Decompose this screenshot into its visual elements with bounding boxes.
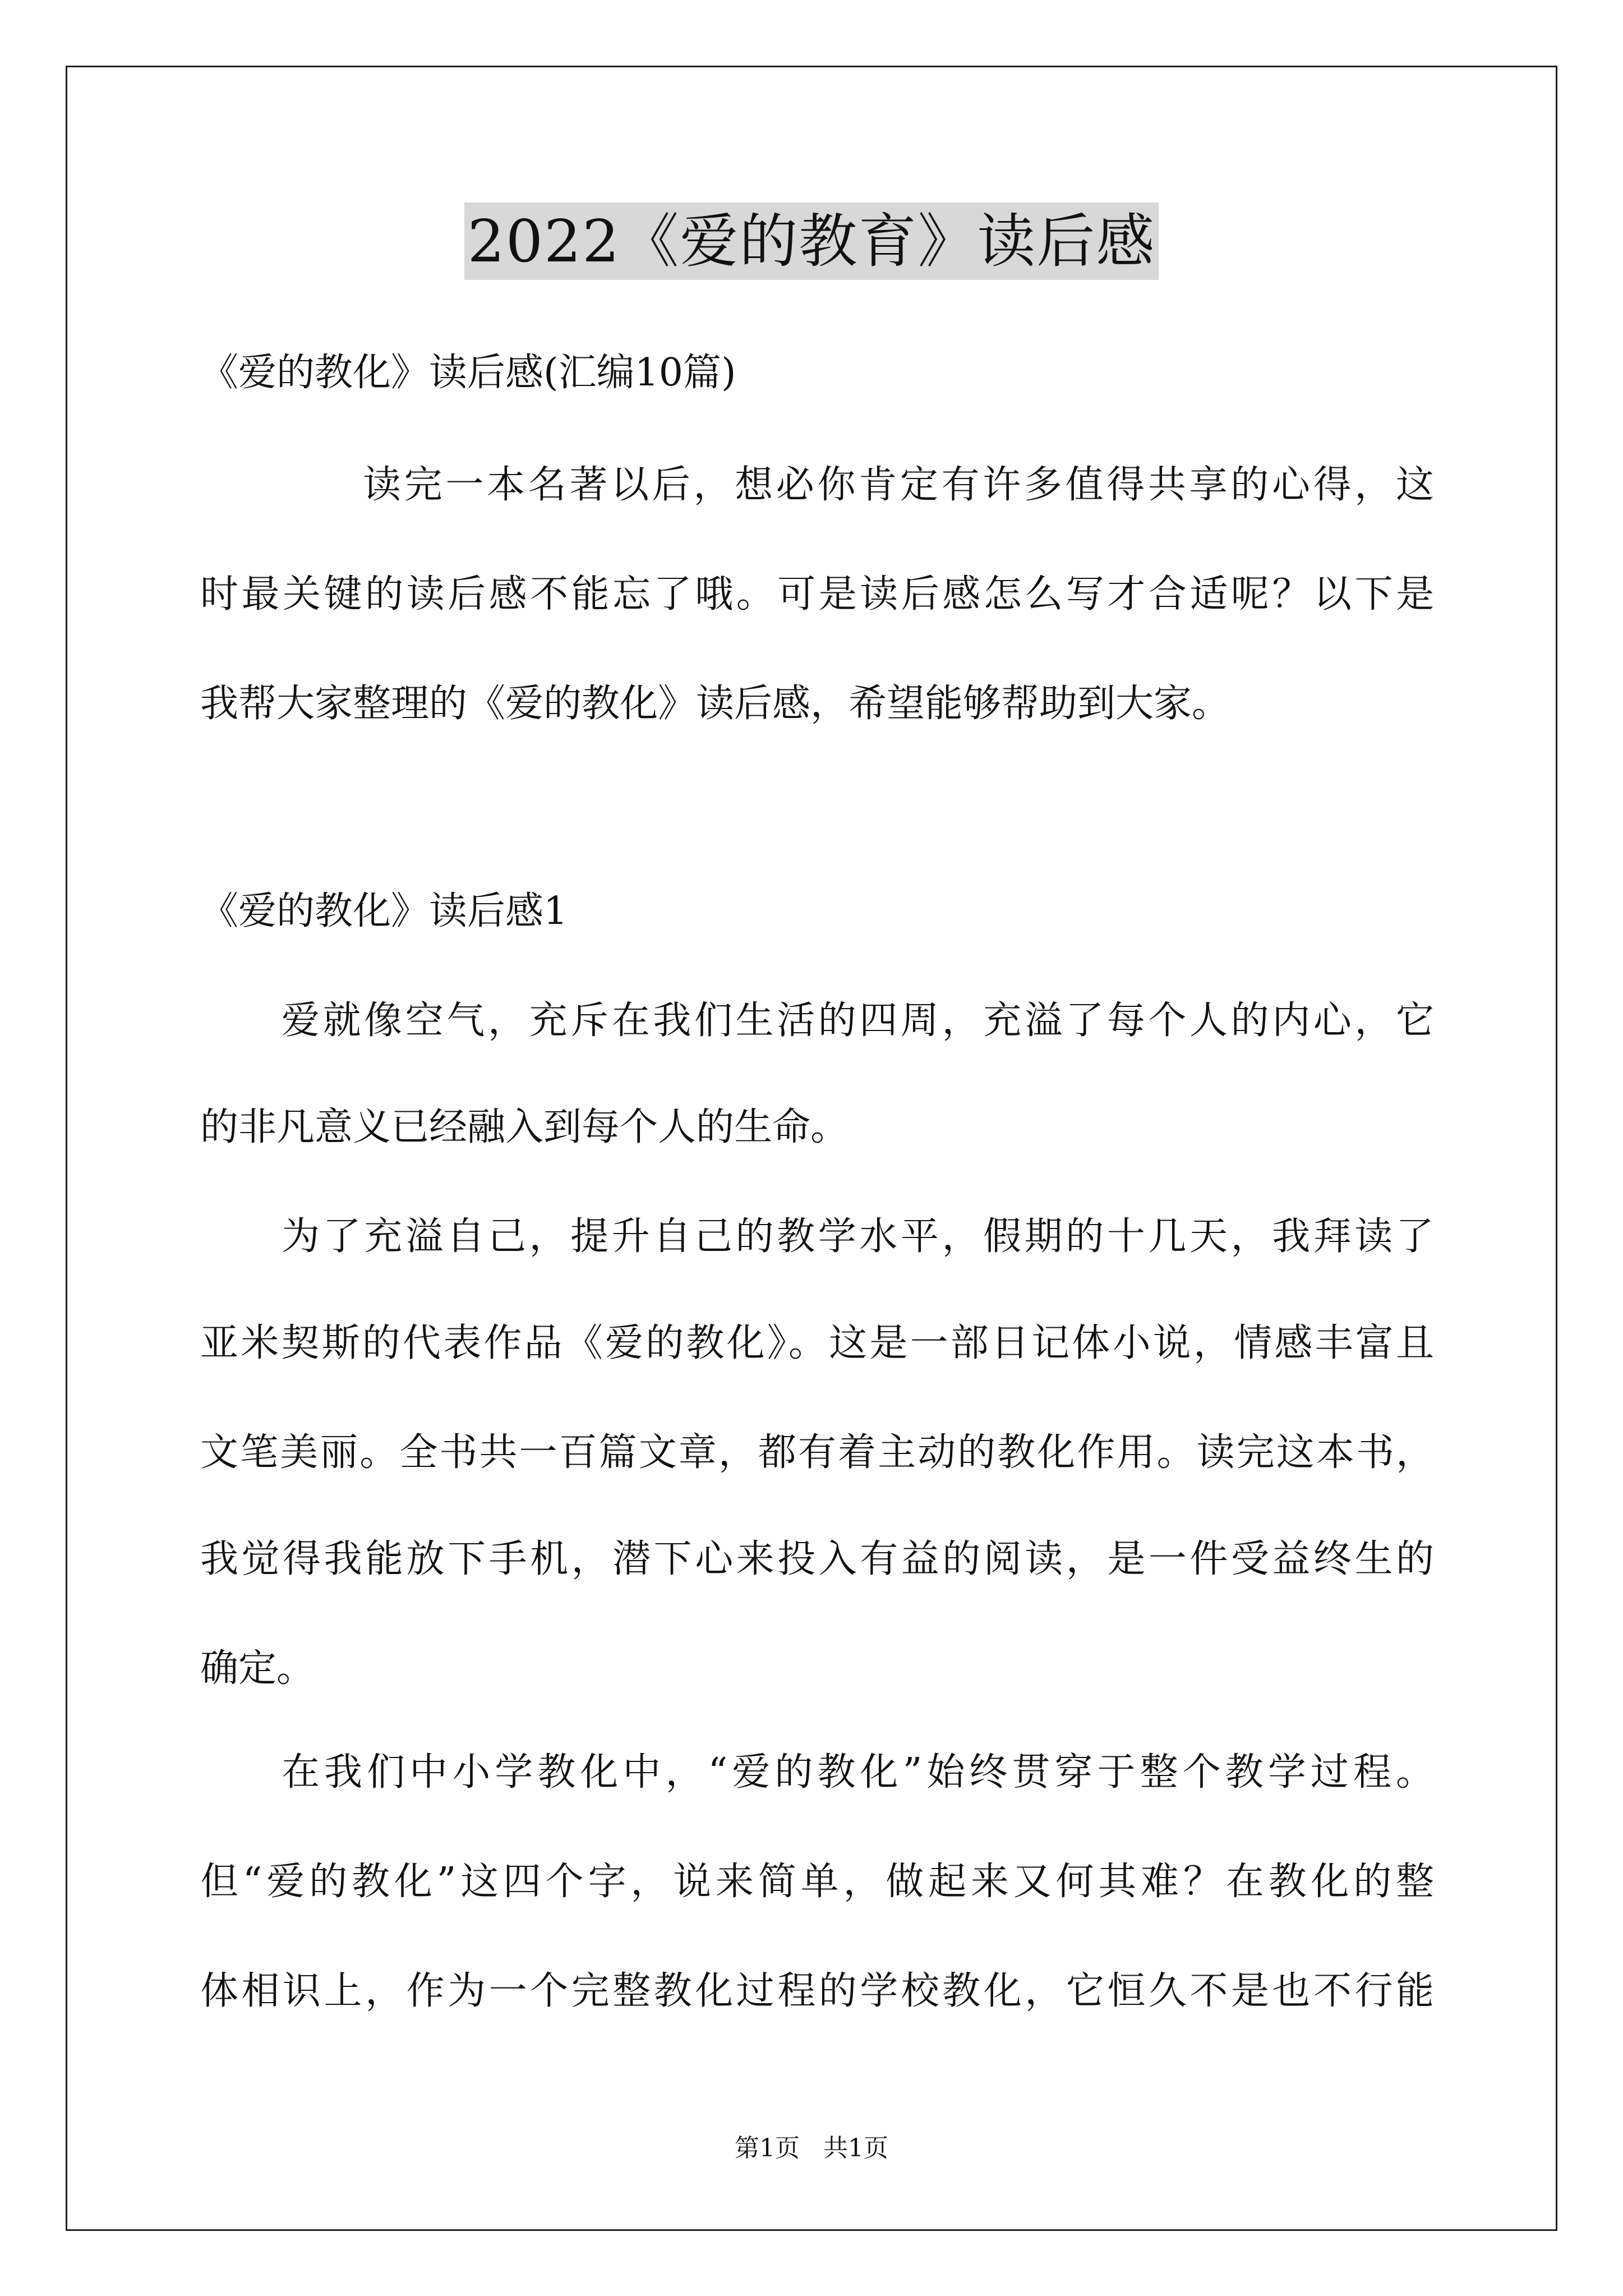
- page-total: 共1页: [823, 2134, 888, 2162]
- intro-line-1: 读完一本名著以后，想必你肯定有许多值得共享的心得，这: [363, 463, 1434, 507]
- body-line-10: 体相识上，作为一个完整教化过程的学校教化，它恒久不是也不行能: [200, 1969, 1434, 2013]
- intro-line-3: 我帮大家整理的《爱的教化》读后感，希望能够帮助到大家。: [200, 682, 1230, 726]
- body-line-2: 的非凡意义已经融入到每个人的生命。: [200, 1105, 849, 1149]
- body-line-3: 为了充溢自己，提升自己的教学水平，假期的十几天，我拜读了: [282, 1214, 1434, 1259]
- title-text: 2022《爱的教育》读后感: [464, 203, 1159, 280]
- subtitle: 《爱的教化》读后感(汇编10篇): [200, 351, 736, 395]
- body-line-4: 亚米契斯的代表作品《爱的教化》。这是一部日记体小说，情感丰富且: [200, 1321, 1434, 1365]
- body-line-5: 文笔美丽。全书共一百篇文章，都有着主动的教化作用。读完这本书，: [200, 1430, 1434, 1475]
- page-number: 第1页: [735, 2134, 800, 2162]
- body-line-9: 但“爱的教化”这四个字，说来简单，做起来又何其难？在教化的整: [200, 1860, 1434, 1904]
- body-line-7: 确定。: [200, 1646, 315, 1691]
- body-line-1: 爱就像空气，充斥在我们生活的四周，充溢了每个人的内心，它: [282, 999, 1434, 1043]
- document-title: [0, 202, 1623, 280]
- intro-line-2: 时最关键的读后感不能忘了哦。可是读后感怎么写才合适呢？以下是: [200, 572, 1434, 616]
- section-heading: 《爱的教化》读后感1: [200, 889, 568, 933]
- body-line-8: 在我们中小学教化中，“爱的教化”始终贯穿于整个教学过程。: [282, 1750, 1434, 1795]
- page-footer: [0, 2132, 1623, 2165]
- body-line-6: 我觉得我能放下手机，潜下心来投入有益的阅读，是一件受益终生的: [200, 1537, 1434, 1581]
